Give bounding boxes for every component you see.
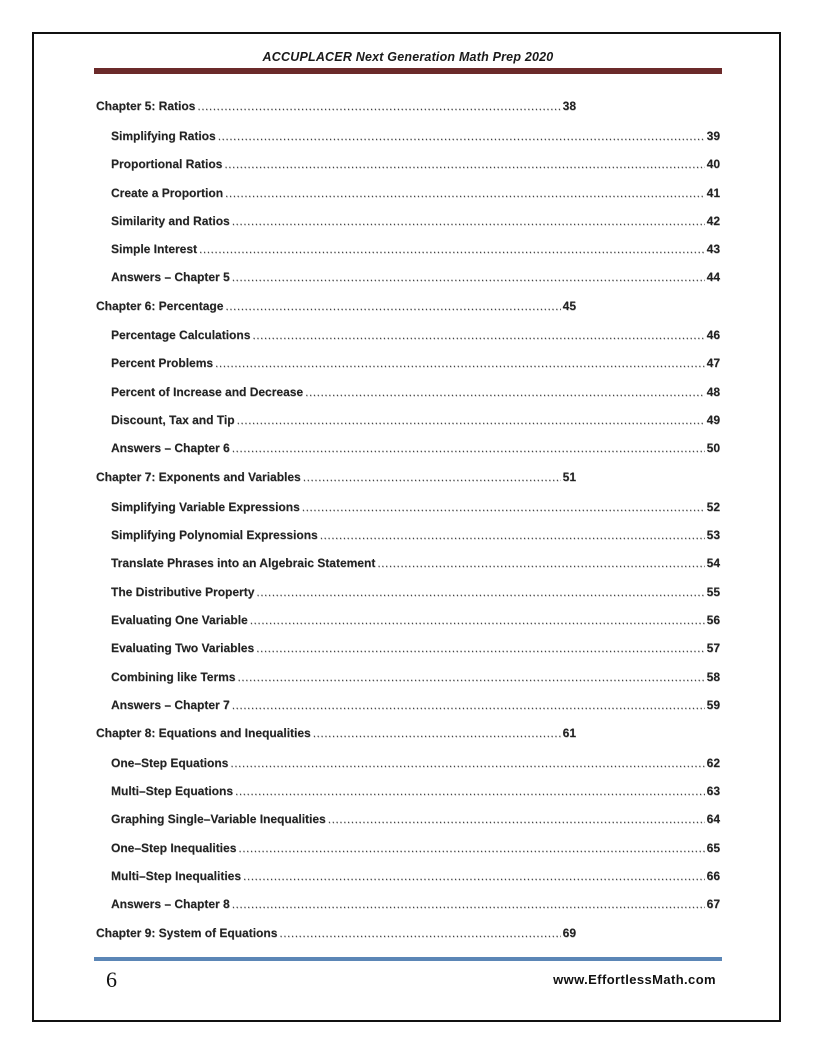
toc-chapter[interactable] <box>96 469 576 485</box>
dot-leader <box>225 185 705 201</box>
toc-section[interactable] <box>111 612 720 628</box>
dot-leader <box>243 868 705 884</box>
dot-leader <box>232 697 705 713</box>
toc-entry-page: 52 <box>706 500 720 514</box>
dot-leader <box>320 527 705 543</box>
dot-leader <box>197 98 560 114</box>
toc-section[interactable] <box>111 355 720 371</box>
toc-section[interactable] <box>111 213 720 229</box>
toc-entry-label: Evaluating One Variable <box>111 613 248 627</box>
toc-entry-label: Simple Interest <box>111 242 198 256</box>
toc-entry-label: One–Step Equations <box>111 756 229 770</box>
toc-section[interactable] <box>111 840 720 856</box>
toc-entry-page: 61 <box>562 726 576 740</box>
dot-leader <box>237 412 705 428</box>
toc-entry-label: The Distributive Property <box>111 585 255 599</box>
toc-entry-page: 47 <box>706 356 720 370</box>
toc-section[interactable] <box>111 241 720 257</box>
toc-section[interactable] <box>111 584 720 600</box>
toc-entry-label: Percentage Calculations <box>111 328 251 342</box>
dot-leader <box>305 384 705 400</box>
toc-entry-label: Combining like Terms <box>111 670 236 684</box>
toc-entry-label: Simplifying Polynomial Expressions <box>111 528 318 542</box>
toc-chapter[interactable] <box>96 725 576 741</box>
toc-entry-label: Chapter 7: Exponents and Variables <box>96 470 301 484</box>
toc-entry-page: 39 <box>706 129 720 143</box>
toc-entry-page: 40 <box>706 157 720 171</box>
toc-entry-page: 62 <box>706 756 720 770</box>
dot-leader <box>328 811 705 827</box>
toc-entry-page: 66 <box>706 869 720 883</box>
toc-entry-label: Chapter 8: Equations and Inequalities <box>96 726 311 740</box>
toc-entry-page: 42 <box>706 214 720 228</box>
dot-leader <box>235 783 705 799</box>
toc-section[interactable] <box>111 555 720 571</box>
dot-leader <box>199 241 705 257</box>
toc-entry-page: 53 <box>706 528 720 542</box>
toc-chapter[interactable] <box>96 98 576 114</box>
dot-leader <box>224 156 704 172</box>
toc-entry-label: Answers – Chapter 5 <box>111 270 230 284</box>
toc-chapter[interactable] <box>96 298 576 314</box>
toc-entry-page: 64 <box>706 812 720 826</box>
toc-entry-page: 50 <box>706 441 720 455</box>
toc-section[interactable] <box>111 499 720 515</box>
toc-section[interactable] <box>111 811 720 827</box>
toc-entry-page: 57 <box>706 641 720 655</box>
header-divider <box>94 68 722 74</box>
toc-entry-label: Chapter 9: System of Equations <box>96 926 278 940</box>
toc-entry-page: 65 <box>706 841 720 855</box>
toc-entry-label: Answers – Chapter 6 <box>111 441 230 455</box>
footer-divider <box>94 957 722 961</box>
toc-entry-label: Discount, Tax and Tip <box>111 413 235 427</box>
toc-section[interactable] <box>111 327 720 343</box>
dot-leader <box>252 327 704 343</box>
toc-entry-label: Similarity and Ratios <box>111 214 230 228</box>
toc-section[interactable] <box>111 697 720 713</box>
dot-leader <box>215 355 705 371</box>
dot-leader <box>218 128 705 144</box>
page-number: 6 <box>106 967 117 992</box>
dot-leader <box>232 269 705 285</box>
toc-entry-label: Percent Problems <box>111 356 214 370</box>
dot-leader <box>250 612 705 628</box>
toc-entry-label: Simplifying Variable Expressions <box>111 500 300 514</box>
dot-leader <box>230 755 704 771</box>
toc-entry-page: 38 <box>562 99 576 113</box>
dot-leader <box>313 725 561 741</box>
toc-entry-page: 55 <box>706 585 720 599</box>
toc-section[interactable] <box>111 156 720 172</box>
dot-leader <box>237 669 704 685</box>
dot-leader <box>256 640 704 656</box>
toc-entry-label: Chapter 5: Ratios <box>96 99 196 113</box>
toc-entry-page: 67 <box>706 897 720 911</box>
toc-section[interactable] <box>111 128 720 144</box>
website-link[interactable]: www.EffortlessMath.com <box>553 972 716 987</box>
toc-entry-label: Evaluating Two Variables <box>111 641 255 655</box>
toc-section[interactable] <box>111 384 720 400</box>
toc-entry-label: Multi–Step Inequalities <box>111 869 242 883</box>
toc-entry-label: Chapter 6: Percentage <box>96 299 224 313</box>
toc-section[interactable] <box>111 783 720 799</box>
toc-entry-page: 63 <box>706 784 720 798</box>
toc-section[interactable] <box>111 412 720 428</box>
toc-entry-label: Answers – Chapter 7 <box>111 698 230 712</box>
toc-entry-page: 45 <box>562 299 576 313</box>
toc-entry-page: 58 <box>706 670 720 684</box>
dot-leader <box>279 925 560 941</box>
toc-entry-page: 54 <box>706 556 720 570</box>
dot-leader <box>377 555 704 571</box>
toc-entry-label: Percent of Increase and Decrease <box>111 385 304 399</box>
dot-leader <box>256 584 704 600</box>
toc-section[interactable] <box>111 527 720 543</box>
dot-leader <box>232 440 705 456</box>
toc-entry-page: 51 <box>562 470 576 484</box>
dot-leader <box>232 896 705 912</box>
toc-entry-label: Graphing Single–Variable Inequalities <box>111 812 326 826</box>
toc-entry-page: 41 <box>706 186 720 200</box>
toc-entry-label: Multi–Step Equations <box>111 784 234 798</box>
toc-entry-label: Answers – Chapter 8 <box>111 897 230 911</box>
toc-section[interactable] <box>111 868 720 884</box>
toc-chapter[interactable] <box>96 925 576 941</box>
toc-section[interactable] <box>111 896 720 912</box>
toc-entry-label: Translate Phrases into an Algebraic Statement <box>111 556 376 570</box>
toc-entry-label: Simplifying Ratios <box>111 129 216 143</box>
dot-leader <box>302 499 705 515</box>
toc-entry-page: 44 <box>706 270 720 284</box>
toc-entry-page: 46 <box>706 328 720 342</box>
toc-entry-page: 49 <box>706 413 720 427</box>
toc-entry-page: 69 <box>562 926 576 940</box>
dot-leader <box>225 298 560 314</box>
toc-section[interactable] <box>111 755 720 771</box>
running-header-title: ACCUPLACER Next Generation Math Prep 2020 <box>262 50 554 64</box>
toc-entry-page: 43 <box>706 242 720 256</box>
toc-section[interactable] <box>111 185 720 201</box>
toc-entry-label: One–Step Inequalities <box>111 841 237 855</box>
dot-leader <box>238 840 704 856</box>
toc-entry-label: Create a Proportion <box>111 186 224 200</box>
toc-section[interactable] <box>111 440 720 456</box>
dot-leader <box>303 469 561 485</box>
toc-entry-label: Proportional Ratios <box>111 157 223 171</box>
toc-entry-page: 48 <box>706 385 720 399</box>
toc-entry-page: 59 <box>706 698 720 712</box>
toc-entry-page: 56 <box>706 613 720 627</box>
toc-section[interactable] <box>111 669 720 685</box>
toc-section[interactable] <box>111 269 720 285</box>
dot-leader <box>232 213 705 229</box>
toc-section[interactable] <box>111 640 720 656</box>
